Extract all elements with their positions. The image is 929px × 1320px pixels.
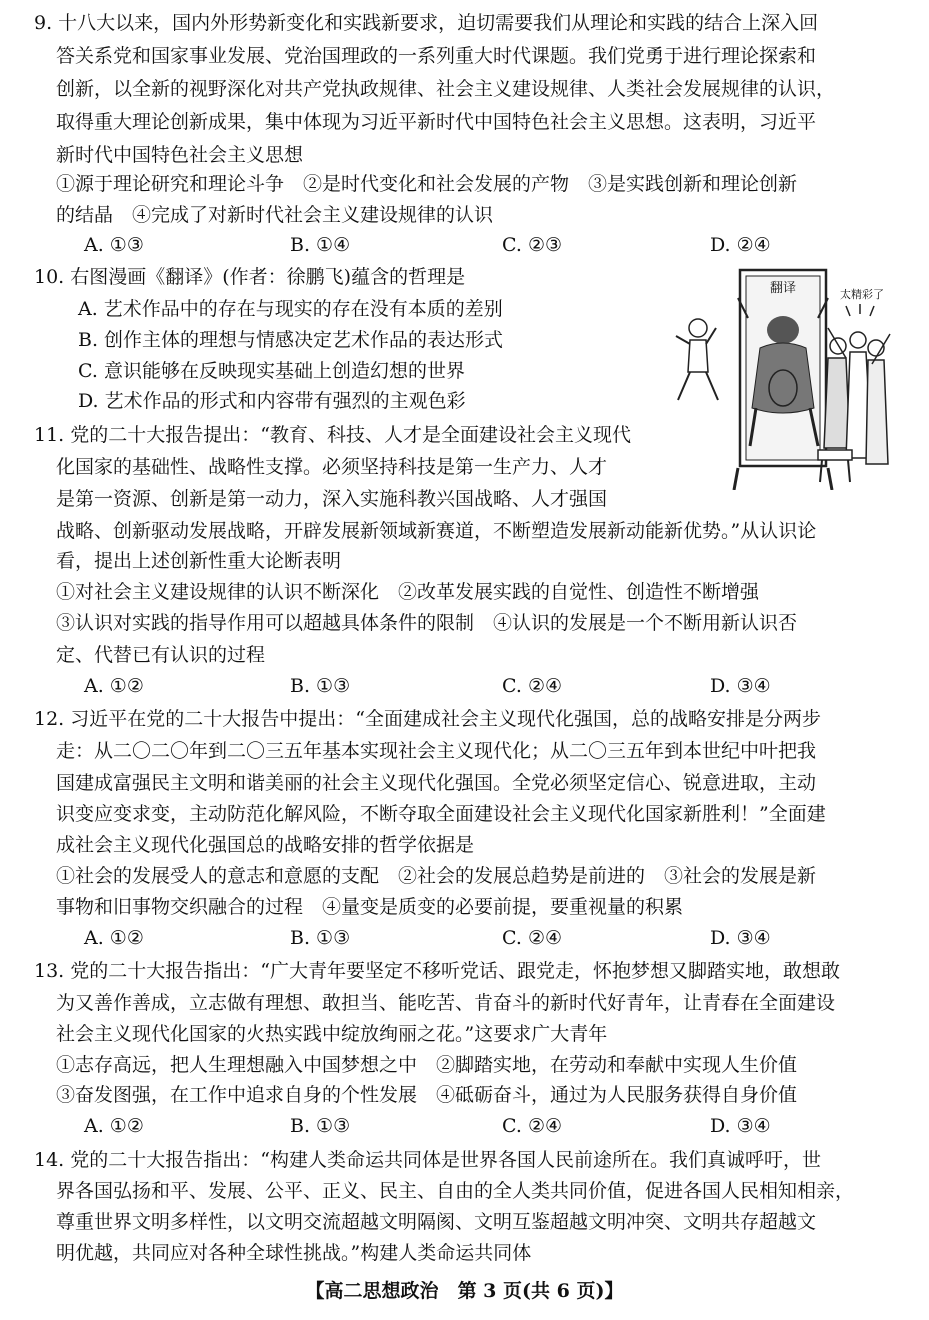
q11-stem-line-3: 是第一资源、创新是第一动力，深入实施科教兴国战略、人才强国 <box>56 488 608 510</box>
q9-stem-line-2: 答关系党和国家事业发展、党治国理政的一系列重大时代课题。我们党勇于进行理论探索和 <box>56 45 817 67</box>
q11-option-c: C. ②④ <box>502 675 563 697</box>
q13-options <box>0 1111 929 1141</box>
q13-stem-line-3: 社会主义现代化国家的火热实践中绽放绚丽之花。”这要求广大青年 <box>56 1023 608 1045</box>
footer-right-bracket: 】 <box>604 1280 624 1302</box>
q11-statement-line-1: ①对社会主义建设规律的认识不断深化 ②改革发展实践的自觉性、创造性不断增强 <box>56 581 760 603</box>
q11-option-d: D. ③④ <box>710 675 771 697</box>
q13-option-a: A. ①② <box>84 1115 144 1137</box>
q11-stem-line-4: 战略、创新驱动发展战略，开辟发展新领域新赛道，不断塑造发展新动能新优势。”从认识论 <box>56 520 817 542</box>
q10-stem: 10. 右图漫画《翻译》(作者：徐鹏飞)蕴含的哲理是 <box>34 266 466 288</box>
q11-statement-line-2: ③认识对实践的指导作用可以超越具体条件的限制 ④认识的发展是一个不断用新认识否 <box>56 612 798 634</box>
q12-stem-line-4: 识变应变求变，主动防范化解风险，不断夺取全面建设社会主义现代化国家新胜利！”全面建 <box>56 803 826 825</box>
q14-stem-line-3: 尊重世界文明多样性，以文明交流超越文明隔阂、文明互鉴超越文明冲突、文明共存超越文 <box>56 1211 817 1233</box>
q9-stem-line-3: 创新，以全新的视野深化对共产党执政规律、社会主义建设规律、人类社会发展规律的认识， <box>56 78 836 100</box>
q11-statement-line-3: 定、代替已有认识的过程 <box>56 644 266 666</box>
q9-statement-line-1: ①源于理论研究和理论斗争 ②是时代变化和社会发展的产物 ③是实践创新和理论创新 <box>56 173 798 195</box>
q13-option-c: C. ②④ <box>502 1115 563 1137</box>
q13-option-b: B. ①③ <box>290 1115 351 1137</box>
q11-option-a: A. ①② <box>84 675 144 697</box>
q11-stem-line-2: 化国家的基础性、战略性支撑。必须坚持科技是第一生产力、人才 <box>56 456 608 478</box>
cartoon-title: 翻译 <box>769 281 797 296</box>
q11-stem-line-5: 看，提出上述创新性重大论断表明 <box>56 550 342 572</box>
page-footer <box>0 1276 929 1306</box>
q9-stem-line-5: 新时代中国特色社会主义思想 <box>56 144 304 166</box>
q9-option-b: B. ①④ <box>290 234 351 256</box>
footer-subject: 高二思想政治 <box>324 1280 439 1302</box>
footer-page-number: 第 3 页(共 6 页) <box>457 1280 605 1302</box>
q9-stem-line-4: 取得重大理论创新成果，集中体现为习近平新时代中国特色社会主义思想。这表明，习近平 <box>56 111 817 133</box>
q9-statement-line-2: 的结晶 ④完成了对新时代社会主义建设规律的认识 <box>56 204 494 226</box>
q12-statement-line-1: ①社会的发展受人的意志和意愿的支配 ②社会的发展总趋势是前进的 ③社会的发展是新 <box>56 865 817 887</box>
q12-stem-line-3: 国建成富强民主文明和谐美丽的社会主义现代化强国。全党必须坚定信心、锐意进取，主动 <box>56 772 817 794</box>
cartoon-bubble-text: 太精彩了 <box>840 288 884 301</box>
q12-stem-line-5: 成社会主义现代化强国总的战略安排的哲学依据是 <box>56 834 475 856</box>
q9-option-c: C. ②③ <box>502 234 563 256</box>
q12-options <box>0 923 929 953</box>
q9-option-d: D. ②④ <box>710 234 771 256</box>
q14-stem-line-2: 界各国弘扬和平、发展、公平、正义、民主、自由的全人类共同价值，促进各国人民相知相亲， <box>56 1180 855 1202</box>
q11-stem-line-1: 11. 党的二十大报告提出：“教育、科技、人才是全面建设社会主义现代 <box>34 424 631 446</box>
q10-choice-d: D. 艺术作品的形式和内容带有强烈的主观色彩 <box>78 390 466 412</box>
q9-option-a: A. ①③ <box>84 234 144 256</box>
q12-stem-line-2: 走：从二〇二〇年到二〇三五年基本实现社会主义现代化；从二〇三五年到本世纪中叶把我 <box>56 740 817 762</box>
q12-option-d: D. ③④ <box>710 927 771 949</box>
q12-option-a: A. ①② <box>84 927 144 949</box>
footer-left-bracket: 【 <box>305 1280 325 1302</box>
q14-stem-line-1: 14. 党的二十大报告指出：“构建人类命运共同体是世界各国人民前途所在。我们真诚呼吁，世 <box>34 1149 821 1171</box>
q11-option-b: B. ①③ <box>290 675 351 697</box>
q10-choice-c: C. 意识能够在反映现实基础上创造幻想的世界 <box>78 360 465 382</box>
q12-option-b: B. ①③ <box>290 927 351 949</box>
q12-option-c: C. ②④ <box>502 927 563 949</box>
q11-options <box>0 671 929 701</box>
q13-option-d: D. ③④ <box>710 1115 771 1137</box>
q13-stem-line-1: 13. 党的二十大报告指出：“广大青年要坚定不移听党话、跟党走，怀抱梦想又脚踏实地，敢想敢 <box>34 960 840 982</box>
q9-stem-line-1: 9. 十八大以来，国内外形势新变化和实践新要求，迫切需要我们从理论和实践的结合上深入回 <box>34 12 819 34</box>
q12-stem-line-1: 12. 习近平在党的二十大报告中提出：“全面建成社会主义现代化强国，总的战略安排是分两步 <box>34 708 821 730</box>
q13-statement-line-2: ③奋发图强，在工作中追求自身的个性发展 ④砥砺奋斗，通过为人民服务获得自身价值 <box>56 1084 798 1106</box>
q14-stem-line-4: 明优越，共同应对各种全球性挑战。”构建人类命运共同体 <box>56 1242 532 1264</box>
q10-choice-a: A. 艺术作品中的存在与现实的存在没有本质的差别 <box>78 298 503 320</box>
q9-options <box>0 230 929 260</box>
cartoon-illustration <box>668 268 898 490</box>
q12-statement-line-2: 事物和旧事物交织融合的过程 ④量变是质变的必要前提，要重视量的积累 <box>56 896 684 918</box>
q13-statement-line-1: ①志存高远，把人生理想融入中国梦想之中 ②脚踏实地，在劳动和奉献中实现人生价值 <box>56 1054 798 1076</box>
q10-choice-b: B. 创作主体的理想与情感决定艺术作品的表达形式 <box>78 329 504 351</box>
q13-stem-line-2: 为又善作善成，立志做有理想、敢担当、能吃苦、肯奋斗的新时代好青年，让青春在全面建设 <box>56 992 836 1014</box>
